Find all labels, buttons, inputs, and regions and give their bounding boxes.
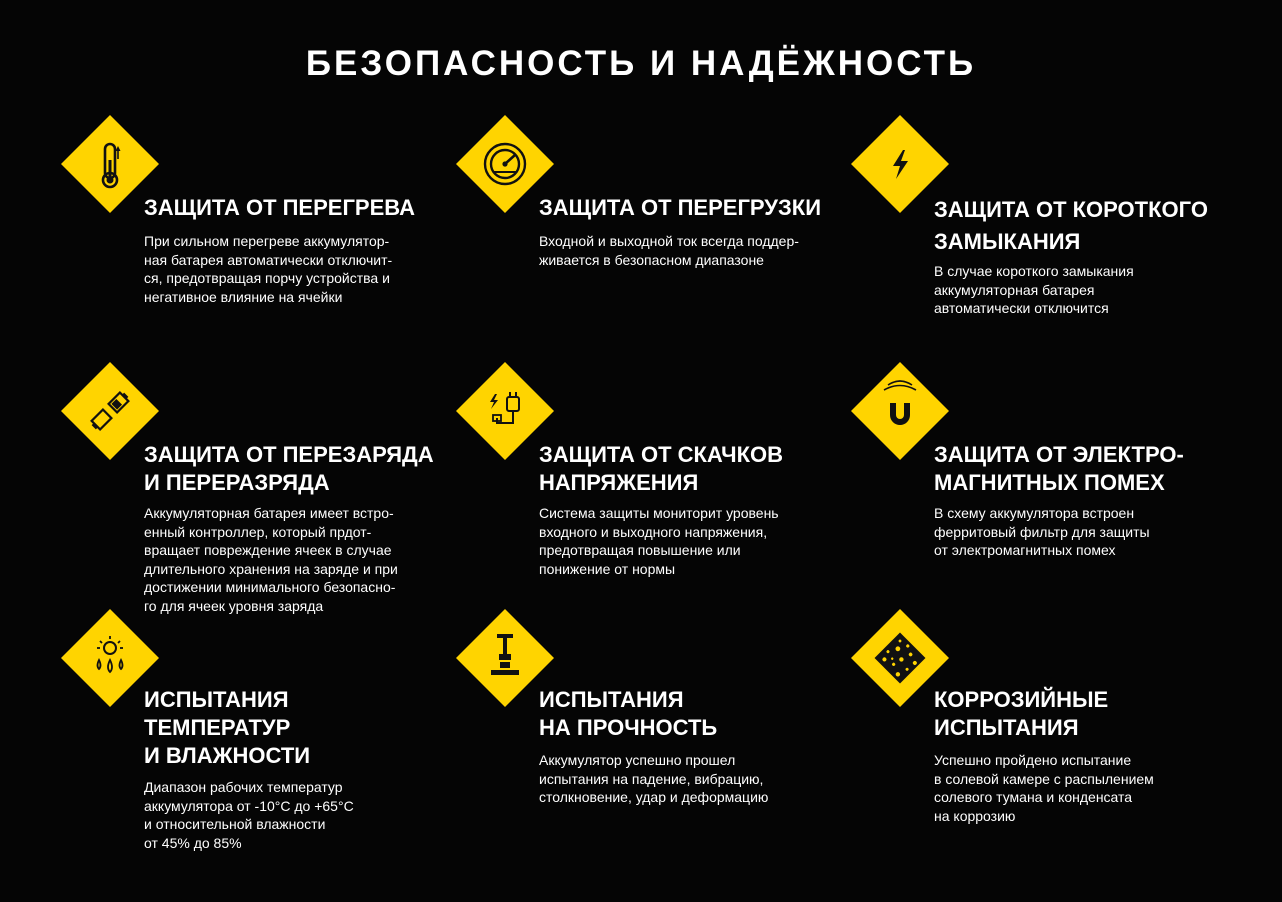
feature-title: ЗАЩИТА ОТ ПЕРЕГРУЗКИ xyxy=(539,195,822,220)
feature-description: В схему аккумулятора встроен ферритовый фильтр для защиты от электромагнитных помех xyxy=(934,505,1150,558)
feature-description: Система защиты мониторит уровень входного и выходного напряжения, предотвращая повышение или понижение от нормы xyxy=(539,505,779,577)
feature-title: КОРРОЗИЙНЫЕ ИСПЫТАНИЯ xyxy=(934,687,1109,740)
feature-title: ЗАЩИТА ОТ КОРОТКОГО ЗАМЫКАНИЯ xyxy=(934,197,1208,254)
feature-description: В случае короткого замыкания аккумуляторная батарея автоматически отключится xyxy=(934,263,1134,316)
feature-description: При сильном перегреве аккумулятор- ная батарея автоматически отключит- ся, предотвращая порчу устройства и негативное влияние на ячейки xyxy=(144,233,393,305)
feature-title: ЗАЩИТА ОТ ПЕРЕГРЕВА xyxy=(144,195,415,220)
feature-description: Аккумулятор успешно прошел испытания на падение, вибрацию, столкновение, удар и деформацию xyxy=(539,752,769,805)
feature-title: ЗАЩИТА ОТ СКАЧКОВ НАПРЯЖЕНИЯ xyxy=(539,442,784,495)
feature-title: ЗАЩИТА ОТ ПЕРЕЗАРЯДА И ПЕРЕРАЗРЯДА xyxy=(144,442,434,495)
feature-description: Входной и выходной ток всегда поддер- живается в безопасном диапазоне xyxy=(539,233,799,268)
feature-description: Успешно пройдено испытание в солевой камере с распылением солевого тумана и конденсата на коррозию xyxy=(934,752,1154,824)
feature-description: Диапазон рабочих температур аккумулятора от -10°C до +65°C и относительной влажности от 45% до 85% xyxy=(144,779,354,851)
feature-title: ЗАЩИТА ОТ ЭЛЕКТРО- МАГНИТНЫХ ПОМЕХ xyxy=(934,442,1184,495)
feature-description: Аккумуляторная батарея имеет встро- енный контроллер, который прдот- вращает повреждение ячеек в случае длительного хранения на заряде и при достижении минимального безопасно- го для ячеек уровня заряда xyxy=(144,505,398,614)
feature-title: ИСПЫТАНИЯ НА ПРОЧНОСТЬ xyxy=(539,687,718,740)
feature-title: ИСПЫТАНИЯ ТЕМПЕРАТУР И ВЛАЖНОСТИ xyxy=(144,687,311,768)
page-title: БЕЗОПАСНОСТЬ И НАДЁЖНОСТЬ xyxy=(305,44,977,83)
